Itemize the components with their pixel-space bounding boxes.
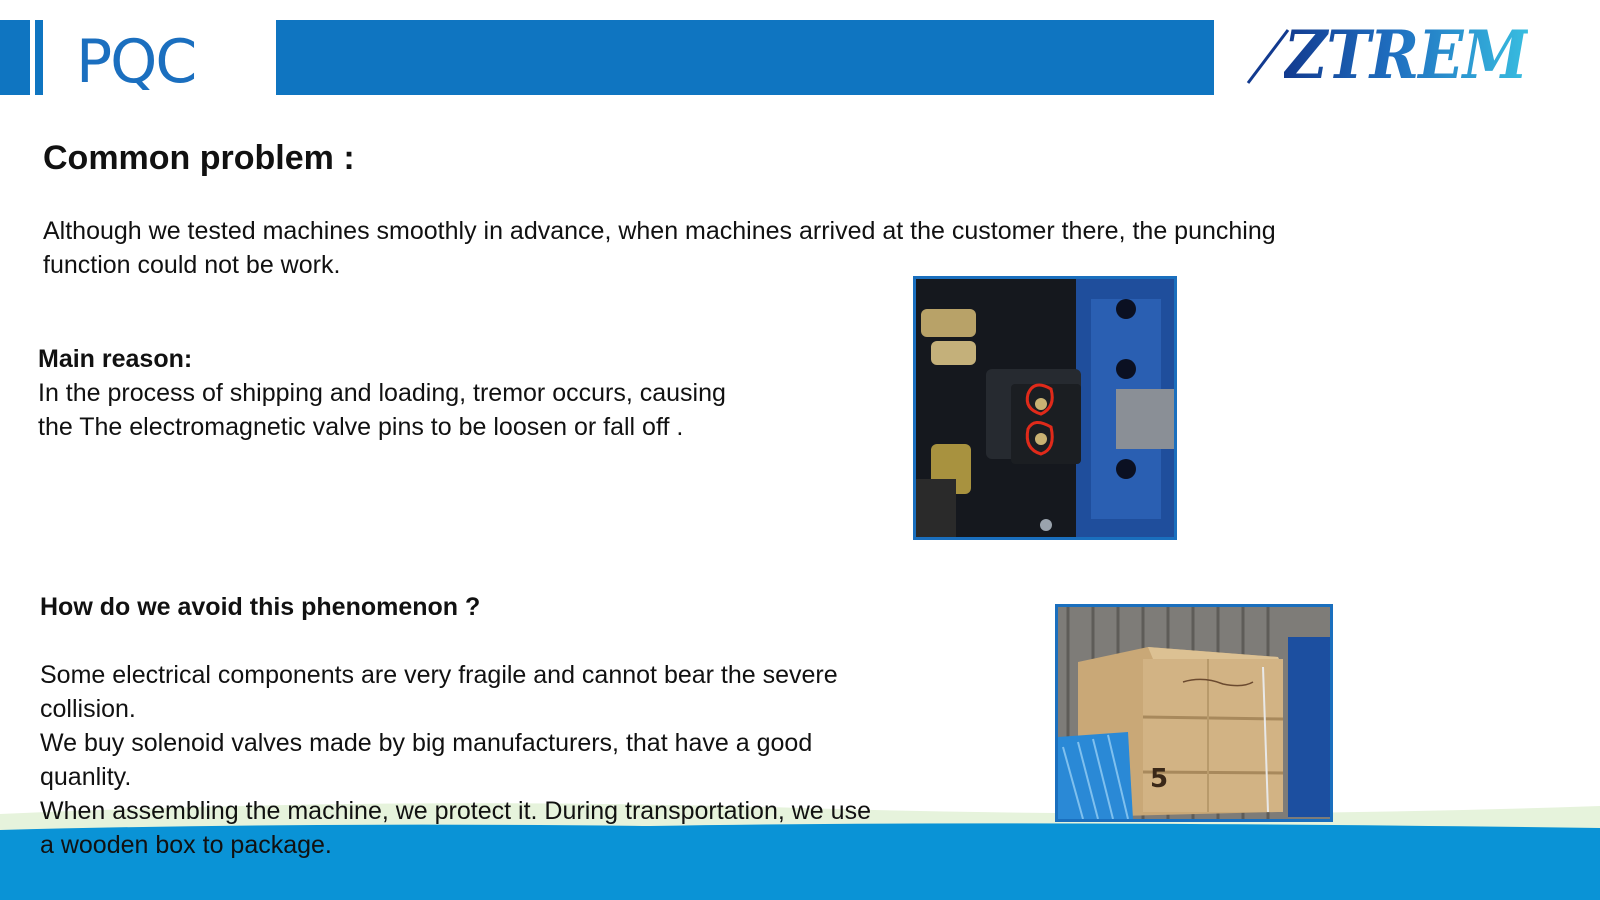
avoid-block xyxy=(40,590,1000,862)
avoid-line: Some electrical components are very fragile and cannot bear the severe xyxy=(40,661,838,689)
header-accent-bar xyxy=(0,20,30,95)
main-reason-label: Main reason: xyxy=(38,345,193,373)
main-reason-line: In the process of shipping and loading, tremor occurs, causing xyxy=(38,379,726,407)
avoid-heading: How do we avoid this phenomenon ? xyxy=(40,593,481,621)
avoid-line: When assembling the machine, we protect it. During transportation, we use xyxy=(40,797,871,825)
main-reason-block xyxy=(38,342,838,444)
header-banner xyxy=(276,20,1214,95)
intro-paragraph: Although we tested machines smoothly in advance, when machines arrived at the customer there, the punching function could not be work. xyxy=(43,217,1276,279)
company-logo xyxy=(1228,16,1558,100)
logo-wordmark: ZTREM xyxy=(1284,16,1528,94)
main-reason-line: the The electromagnetic valve pins to be loosen or fall off . xyxy=(38,413,684,441)
crate-marking: 5 xyxy=(1150,764,1169,794)
header-accent-bar-thin xyxy=(35,20,43,95)
page-title: PQC xyxy=(76,27,196,97)
avoid-line: a wooden box to package. xyxy=(40,831,332,859)
avoid-line: collision. xyxy=(40,695,136,723)
avoid-line: quanlity. xyxy=(40,763,132,791)
avoid-line: We buy solenoid valves made by big manufacturers, that have a good xyxy=(40,729,813,757)
solenoid-valve-photo xyxy=(913,276,1177,540)
section-heading: Common problem : xyxy=(43,139,355,177)
wooden-crate-photo xyxy=(1055,604,1333,822)
